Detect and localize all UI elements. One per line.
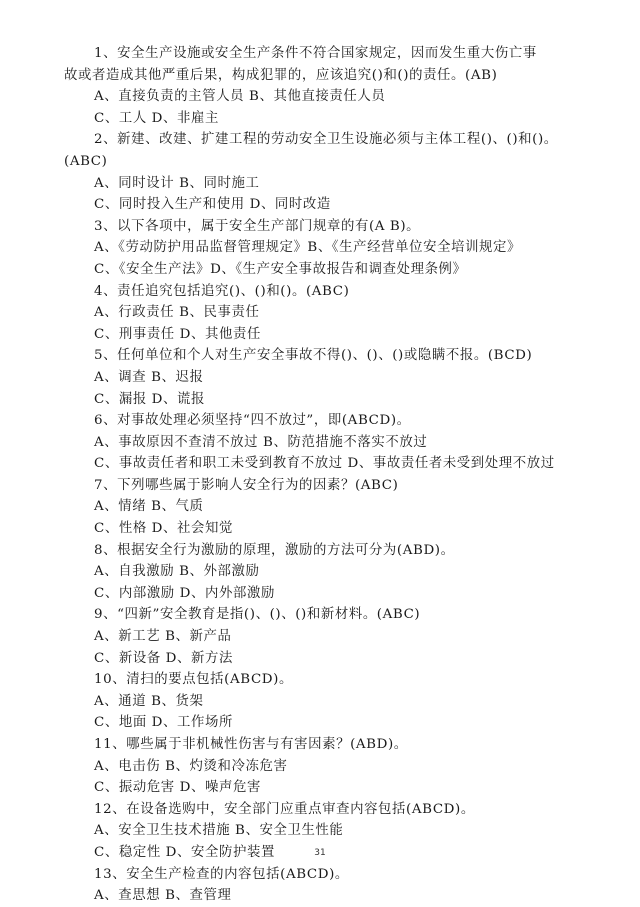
- option-line: A、自我激励 B、外部激励: [94, 564, 260, 580]
- question-line: 10、清扫的要点包括(ABCD)。: [94, 672, 293, 688]
- option-line: A、情绪 B、气质: [94, 499, 204, 515]
- question-line: 1、安全生产设施或安全生产条件不符合国家规定，因而发生重大伤亡事: [94, 46, 537, 61]
- option-line: A、《劳动防护用品监督管理规定》B、《生产经营单位安全培训规定》: [94, 240, 522, 256]
- document-body: [64, 43, 584, 907]
- option-line: C、同时投入生产和使用 D、同时改造: [94, 197, 331, 213]
- option-line: C、内部激励 D、内外部激励: [94, 585, 275, 601]
- question-line: 2、新建、改建、扩建工程的劳动安全卫生设施必须与主体工程()、()和()。: [94, 132, 558, 148]
- question-line: 11、哪些属于非机械性伤害与有害因素？(ABD)。: [94, 737, 408, 752]
- question-line: 7、下列哪些属于影响人安全行为的因素？(ABC): [94, 477, 399, 493]
- question-line: 3、以下各项中，属于安全生产部门规章的有(A B)。: [94, 218, 421, 234]
- continuation-line: 故或者造成其他严重后果，构成犯罪的，应该追究()和()的责任。(AB): [64, 67, 498, 83]
- option-line: C、振动危害 D、噪声危害: [94, 780, 261, 796]
- question-line: 13、安全生产检查的内容包括(ABCD)。: [94, 866, 349, 882]
- option-line: A、新工艺 B、新产品: [94, 629, 232, 645]
- option-line: C、《安全生产法》D、《生产安全事故报告和调查处理条例》: [94, 261, 467, 277]
- option-line: A、事故原因不查清不放过 B、防范措施不落实不放过: [94, 434, 428, 450]
- option-line: C、地面 D、工作场所: [94, 715, 233, 731]
- option-line: A、调查 B、迟报: [94, 369, 204, 385]
- page-number: 31: [314, 848, 326, 858]
- question-line: 9、“四新”安全教育是指()、()、()和新材料。(ABC): [94, 607, 421, 623]
- question-line: 8、根据安全行为激励的原理，激励的方法可分为(ABD)。: [94, 542, 455, 558]
- option-line: C、新设备 D、新方法: [94, 650, 233, 666]
- option-line: C、工人 D、非雇主: [94, 110, 219, 126]
- option-line: C、刑事责任 D、其他责任: [94, 326, 261, 342]
- option-line: A、查思想 B、查管理: [94, 888, 232, 904]
- option-line: C、漏报 D、谎报: [94, 391, 205, 407]
- question-line: 5、任何单位和个人对生产安全事故不得()、()、()或隐瞒不报。(BCD): [94, 348, 533, 364]
- option-line: A、通道 B、货架: [94, 693, 204, 709]
- question-line: 4、责任追究包括追究()、()和()。(ABC): [94, 283, 350, 299]
- question-line: 12、在设备选购中，安全部门应重点审查内容包括(ABCD)。: [94, 801, 475, 817]
- option-line: A、安全卫生技术措施 B、安全卫生性能: [94, 823, 344, 839]
- question-line: 6、对事故处理必须坚持“四不放过”，即(ABCD)。: [94, 413, 411, 429]
- option-line: A、行政责任 B、民事责任: [94, 305, 260, 321]
- option-line: A、同时设计 B、同时施工: [94, 175, 260, 191]
- option-line: C、性格 D、社会知觉: [94, 521, 233, 537]
- option-line: A、直接负责的主管人员 B、其他直接责任人员: [94, 89, 386, 105]
- option-line: C、事故责任者和职工未受到教育不放过 D、事故责任者未受到处理不放过: [94, 456, 555, 472]
- option-line: C、稳定性 D、安全防护装置: [94, 844, 275, 860]
- option-line: A、电击伤 B、灼烫和冷冻危害: [94, 758, 288, 774]
- continuation-line: (ABC): [64, 153, 108, 169]
